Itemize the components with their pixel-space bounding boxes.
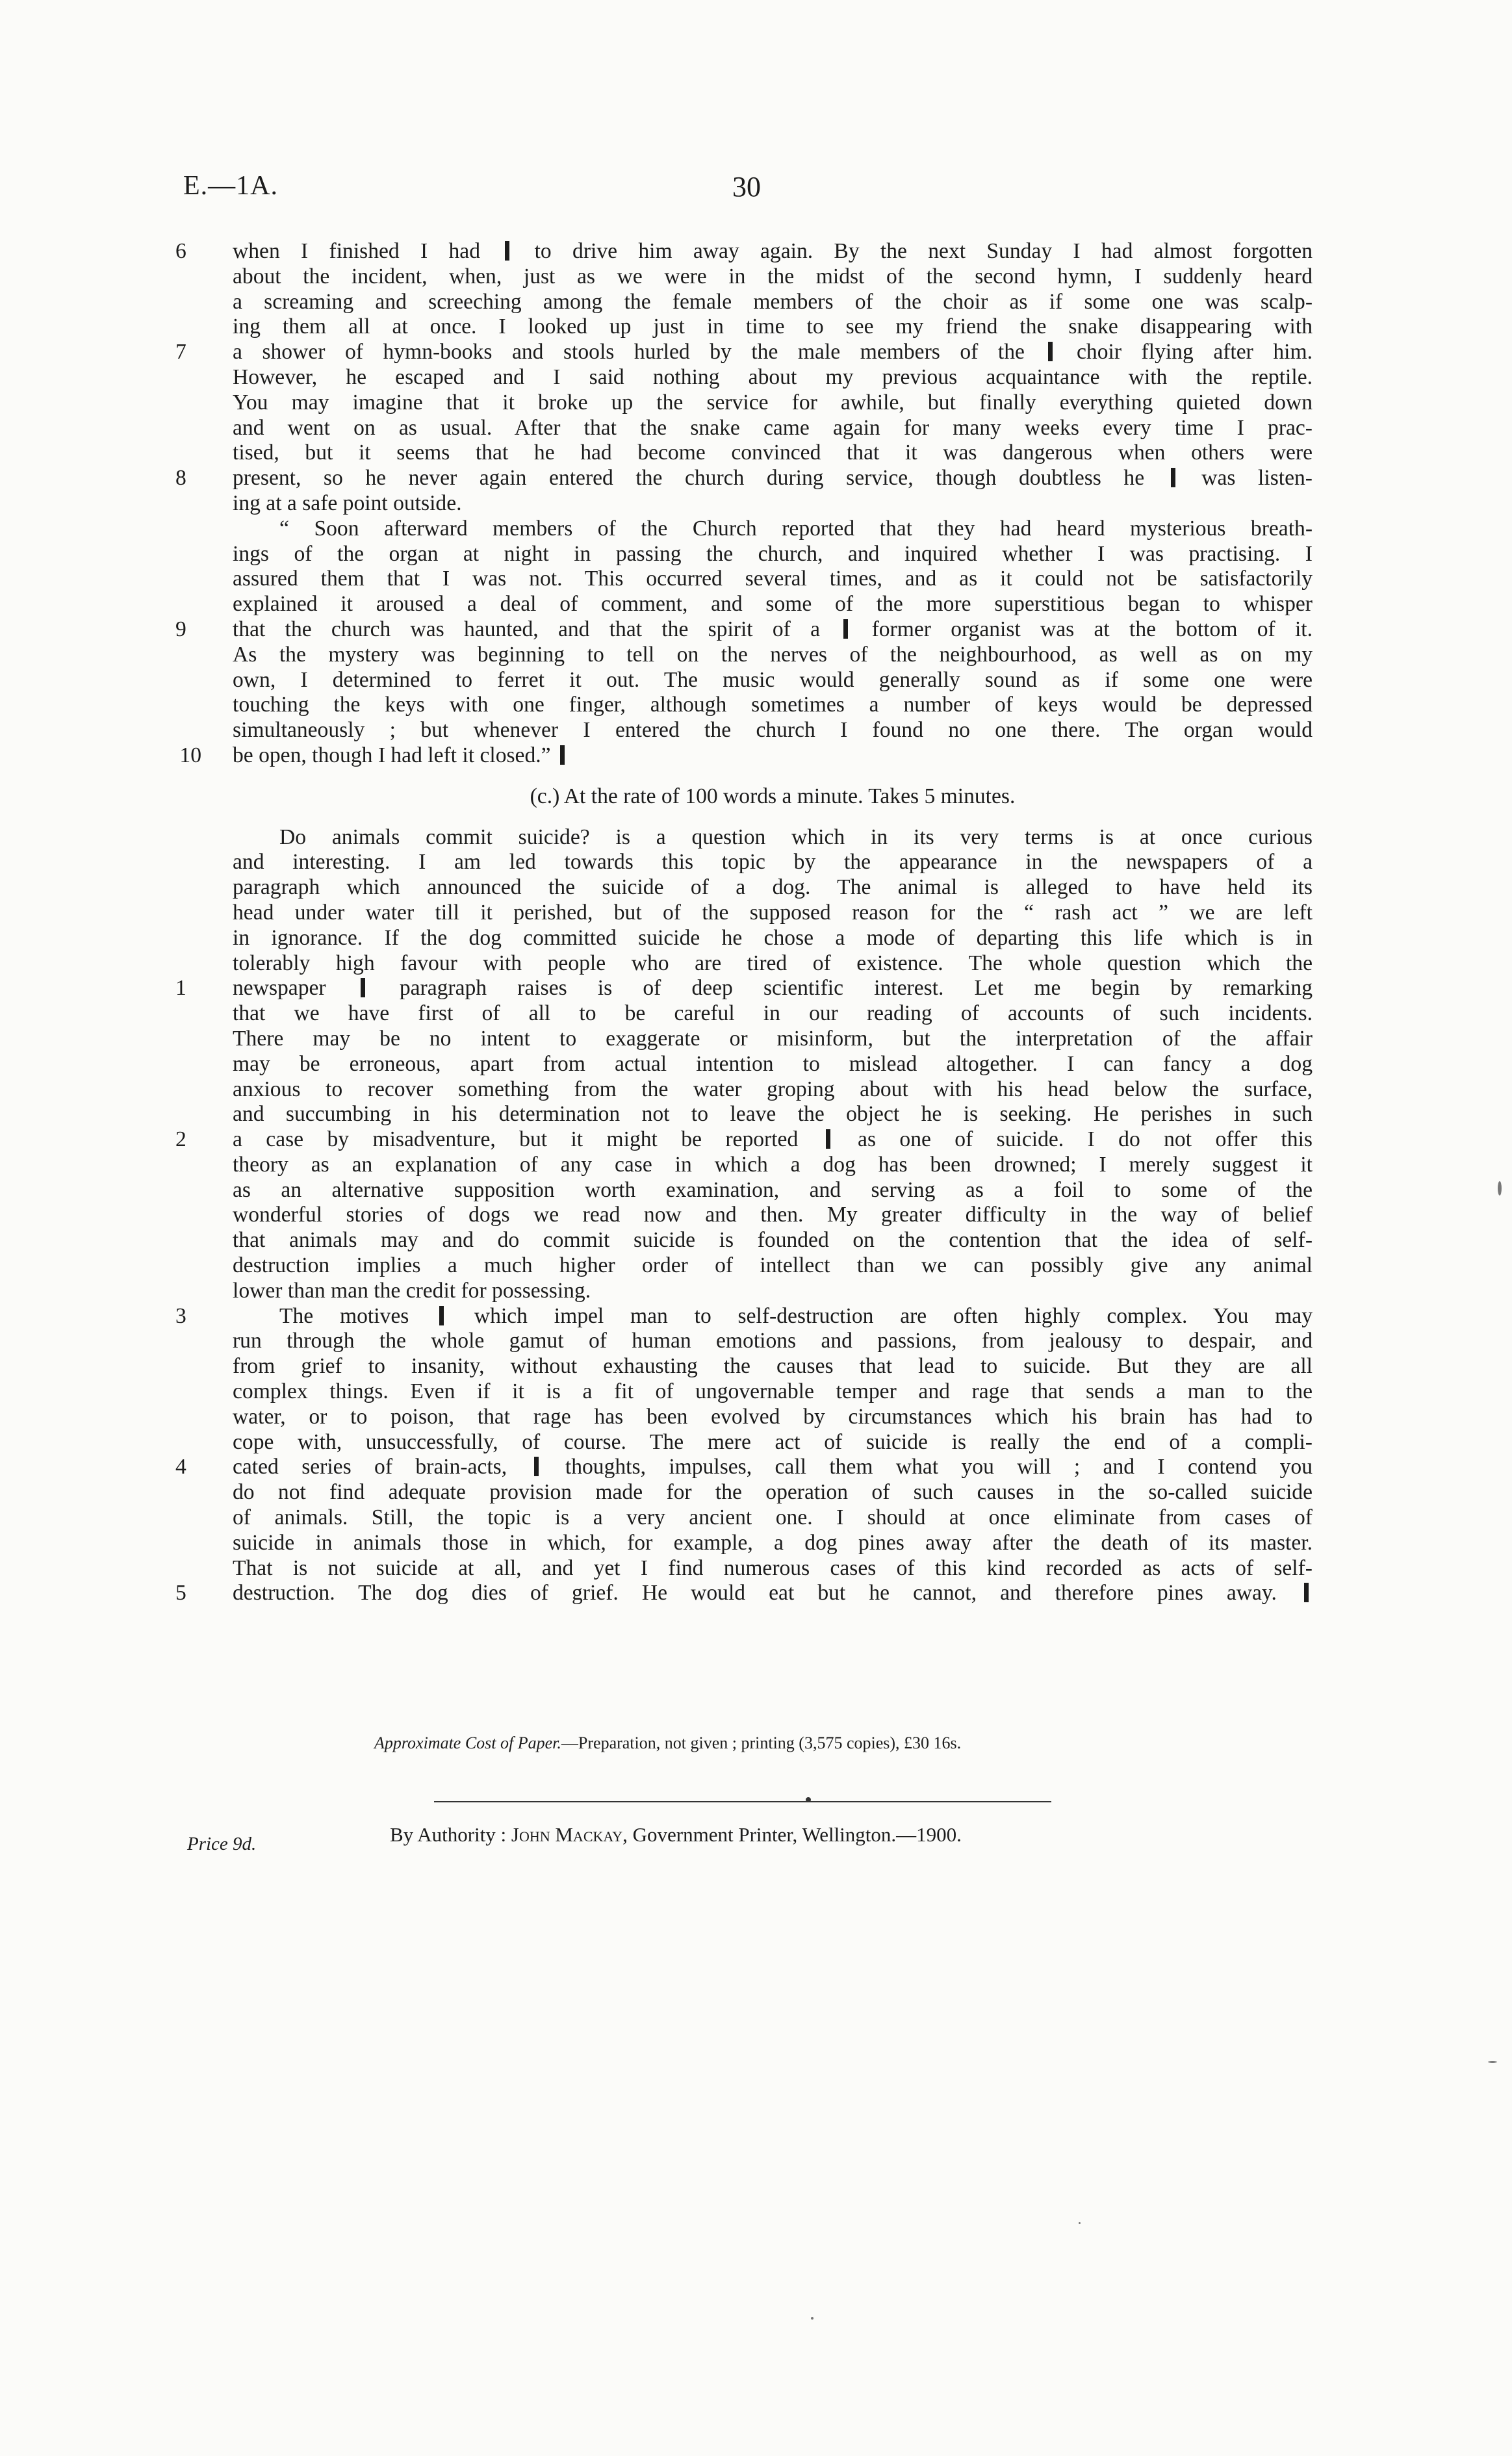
line-text: complex things. Even if it is a fit of ungovernable temper and rage that sends a man to the bbox=[233, 1379, 1313, 1404]
printer-imprint bbox=[390, 1823, 962, 1847]
line-text: do not find adequate provision made for the operation of such causes in the so-called suicide bbox=[233, 1480, 1313, 1505]
count-marker bbox=[1171, 468, 1175, 487]
text-line bbox=[233, 1102, 1313, 1127]
text-line bbox=[233, 1027, 1313, 1052]
text-line bbox=[233, 1178, 1313, 1203]
margin-count-number: 3 bbox=[175, 1303, 186, 1328]
authority-prefix: By Authority : bbox=[390, 1823, 511, 1846]
text-line bbox=[233, 491, 1313, 517]
scan-mark bbox=[1498, 1181, 1502, 1196]
line-text: assured them that I was not. This occurred several times, and as it could not be satisfactorily bbox=[233, 567, 1313, 591]
text-line bbox=[175, 617, 1313, 643]
text-line bbox=[233, 1505, 1313, 1531]
margin-count-number: 2 bbox=[175, 1127, 186, 1152]
line-text: as an alternative supposition worth examination, and serving as a foil to some of the bbox=[233, 1177, 1313, 1202]
margin-count-number: 1 bbox=[175, 976, 186, 1001]
line-text: a case by misadventure, but it might be reported as one of suicide. I do not offer this bbox=[233, 1127, 1313, 1152]
text-line bbox=[233, 1153, 1313, 1178]
spacer bbox=[233, 769, 1313, 784]
count-marker bbox=[505, 241, 509, 261]
line-text: that animals may and do commit suicide is founded on the contention that the idea of self- bbox=[233, 1228, 1313, 1253]
line-text: However, he escaped and I said nothing about my previous acquaintance with the reptile. bbox=[233, 365, 1313, 389]
text-line bbox=[233, 926, 1313, 951]
line-text: anxious to recover something from the water groping about with his head below the surface, bbox=[233, 1077, 1313, 1101]
line-text: water, or to poison, that rage has been evolved by circumstances which his brain has had to bbox=[233, 1404, 1313, 1429]
line-text: There may be no intent to exaggerate or misinform, but the interpretation of the affair bbox=[233, 1026, 1313, 1051]
text-line bbox=[233, 1203, 1313, 1228]
text-line bbox=[175, 1303, 1313, 1329]
footer-rule-ornament bbox=[806, 1797, 811, 1802]
text-line bbox=[175, 239, 1313, 264]
line-text: lower than man the credit for possessing. bbox=[233, 1278, 591, 1303]
line-text: suicide in animals those in which, for example, a dog pines away after the death of its master. bbox=[233, 1530, 1313, 1555]
text-line bbox=[175, 1127, 1313, 1153]
line-text: when I finished I had to drive him away again. By the next Sunday I had almost forgotten bbox=[233, 239, 1313, 263]
text-line bbox=[233, 365, 1313, 390]
line-text: “ Soon afterward members of the Church reported that they had heard mysterious breath- bbox=[279, 516, 1313, 541]
text-line bbox=[233, 567, 1313, 592]
scan-mark bbox=[811, 2317, 814, 2320]
line-text: that we have first of all to be careful in our reading of accounts of such incidents. bbox=[233, 1001, 1313, 1026]
cost-label: Approximate Cost of Paper. bbox=[374, 1733, 561, 1752]
line-text: and went on as usual. After that the snake came again for many weeks every time I prac- bbox=[233, 415, 1313, 440]
line-text: theory as an explanation of any case in which a dog has been drowned; I merely suggest it bbox=[233, 1152, 1313, 1177]
page-number: 30 bbox=[732, 171, 761, 203]
margin-count-number: 9 bbox=[175, 617, 186, 641]
line-text: tolerably high favour with people who are tired of existence. The whole question which the bbox=[233, 951, 1313, 975]
scan-mark bbox=[1079, 2222, 1081, 2224]
line-text: and succumbing in his determination not to leave the object he is seeking. He perishes in such bbox=[233, 1102, 1313, 1127]
body-text bbox=[175, 239, 1313, 1606]
text-line bbox=[233, 314, 1313, 340]
text-line bbox=[175, 340, 1313, 365]
count-marker bbox=[439, 1306, 444, 1325]
text-line bbox=[233, 825, 1313, 851]
text-line bbox=[233, 1405, 1313, 1430]
line-text: cated series of brain-acts, thoughts, impulses, call them what you will ; and I contend you bbox=[233, 1455, 1313, 1479]
text-line bbox=[233, 951, 1313, 977]
text-line bbox=[175, 466, 1313, 491]
text-line bbox=[233, 1329, 1313, 1354]
price: Price 9d. bbox=[187, 1834, 257, 1854]
text-line bbox=[233, 1379, 1313, 1405]
text-line bbox=[233, 875, 1313, 901]
line-text: newspaper paragraph raises is of deep scientific interest. Let me begin by remarking bbox=[233, 976, 1313, 1001]
count-marker bbox=[1048, 342, 1053, 361]
text-line bbox=[233, 592, 1313, 617]
text-line bbox=[233, 290, 1313, 315]
line-text: may be erroneous, apart from actual intention to mislead altogether. I can fancy a dog bbox=[233, 1051, 1313, 1076]
line-text: run through the whole gamut of human emotions and passions, from jealousy to despair, and bbox=[233, 1329, 1313, 1353]
scan-mark bbox=[1488, 2061, 1497, 2063]
margin-count-number: 4 bbox=[175, 1455, 186, 1479]
line-text: a shower of hymn-books and stools hurled by the male members of the choir flying after him. bbox=[233, 340, 1313, 365]
text-line bbox=[233, 718, 1313, 743]
text-line bbox=[233, 1228, 1313, 1253]
text-line bbox=[233, 441, 1313, 466]
text-line bbox=[233, 643, 1313, 668]
line-text: of animals. Still, the topic is a very ancient one. I should at once eliminate from cases of bbox=[233, 1505, 1313, 1530]
text-line bbox=[233, 1279, 1313, 1304]
text-line bbox=[175, 1581, 1313, 1606]
line-text: and interesting. I am led towards this topic by the appearance in the newspapers of a bbox=[233, 850, 1313, 875]
page-header bbox=[183, 170, 1314, 209]
line-text: that the church was haunted, and that the spirit of a former organist was at the bottom of it. bbox=[233, 617, 1313, 641]
line-text: own, I determined to ferret it out. The music would generally sound as if some one were bbox=[233, 667, 1313, 692]
text-line bbox=[233, 542, 1313, 567]
authority-suffix: , Government Printer, Wellington.—1900. bbox=[622, 1823, 962, 1846]
line-text: simultaneously ; but whenever I entered the church I found no one there. The organ would bbox=[233, 718, 1313, 743]
text-line bbox=[233, 1077, 1313, 1103]
line-text: present, so he never again entered the church during service, though doubtless he was listen- bbox=[233, 466, 1313, 491]
printer-name: John Mackay bbox=[511, 1823, 623, 1846]
margin-count-number: 10 bbox=[179, 743, 201, 767]
line-text: touching the keys with one finger, although sometimes a number of keys would be depressed bbox=[233, 693, 1313, 717]
spacer bbox=[233, 810, 1313, 825]
margin-count-number: 7 bbox=[175, 340, 186, 365]
line-text: You may imagine that it broke up the service for awhile, but finally everything quieted down bbox=[233, 390, 1313, 415]
text-line bbox=[233, 1354, 1313, 1379]
text-line bbox=[233, 416, 1313, 441]
text-line bbox=[233, 1001, 1313, 1027]
margin-count-number: 5 bbox=[175, 1581, 186, 1605]
count-marker bbox=[1304, 1583, 1309, 1602]
line-text: (c.) At the rate of 100 words a minute. Takes 5 minutes. bbox=[530, 784, 1016, 808]
line-text: cope with, unsuccessfully, of course. The mere act of suicide is really the end of a compli- bbox=[233, 1429, 1313, 1454]
text-line bbox=[233, 264, 1313, 290]
text-line bbox=[175, 1455, 1313, 1480]
line-text: Do animals commit suicide? is a question which in its very terms is at once curious bbox=[279, 825, 1313, 849]
text-line bbox=[233, 1253, 1313, 1279]
text-line bbox=[233, 1430, 1313, 1455]
text-line bbox=[175, 976, 1313, 1001]
line-text: The motives which impel man to self-destruction are often highly complex. You may bbox=[279, 1303, 1313, 1328]
count-marker bbox=[361, 978, 365, 997]
line-text: As the mystery was beginning to tell on the nerves of the neighbourhood, as well as on my bbox=[233, 642, 1313, 667]
text-line bbox=[233, 668, 1313, 693]
count-marker bbox=[534, 1457, 539, 1476]
text-line bbox=[233, 1556, 1313, 1581]
line-text: from grief to insanity, without exhausting the causes that lead to suicide. But they are all bbox=[233, 1354, 1313, 1379]
line-text: a screaming and screeching among the female members of the choir as if some one was scalp- bbox=[233, 289, 1313, 314]
text-line bbox=[233, 1052, 1313, 1077]
margin-count-number: 6 bbox=[175, 239, 186, 263]
text-line bbox=[233, 901, 1313, 926]
count-marker bbox=[826, 1129, 830, 1149]
text-line bbox=[233, 1531, 1313, 1556]
footer-rule bbox=[434, 1801, 1051, 1802]
document-reference: E.—1A. bbox=[183, 171, 278, 201]
line-text: tised, but it seems that he had become convinced that it was dangerous when others were bbox=[233, 441, 1313, 465]
margin-count-number: 8 bbox=[175, 466, 186, 491]
cost-text: —Preparation, not given ; printing (3,575 copies), £30 16s. bbox=[561, 1733, 962, 1752]
text-line bbox=[233, 517, 1313, 542]
line-text: paragraph which announced the suicide of a dog. The animal is alleged to have held its bbox=[233, 875, 1313, 900]
text-line bbox=[233, 1480, 1313, 1505]
text-line bbox=[233, 390, 1313, 416]
line-text: be open, though I had left it closed.” bbox=[233, 743, 569, 767]
line-text: ings of the organ at night in passing the church, and inquired whether I was practising. I bbox=[233, 541, 1313, 566]
count-marker bbox=[560, 745, 565, 765]
text-line bbox=[233, 850, 1313, 875]
line-text: That is not suicide at all, and yet I find numerous cases of this kind recorded as acts of self- bbox=[233, 1555, 1313, 1580]
text-line bbox=[179, 743, 1313, 769]
line-text: in ignorance. If the dog committed suicide he chose a mode of departing this life which is in bbox=[233, 925, 1313, 950]
text-line bbox=[233, 693, 1313, 718]
line-text: wonderful stories of dogs we read now and then. My greater difficulty in the way of belief bbox=[233, 1203, 1313, 1227]
cost-of-paper bbox=[374, 1733, 961, 1753]
line-text: destruction. The dog dies of grief. He would eat but he cannot, and therefore pines away. bbox=[233, 1581, 1313, 1606]
line-text: ing at a safe point outside. bbox=[233, 491, 462, 515]
line-text: head under water till it perished, but of the supposed reason for the “ rash act ” we are left bbox=[233, 900, 1313, 925]
line-text: about the incident, when, just as we were in the midst of the second hymn, I suddenly heard bbox=[233, 264, 1313, 288]
section-heading bbox=[233, 784, 1313, 810]
line-text: ing them all at once. I looked up just in time to see my friend the snake disappearing with bbox=[233, 314, 1313, 339]
line-text: destruction implies a much higher order of intellect than we can possibly give any animal bbox=[233, 1253, 1313, 1278]
line-text: explained it aroused a deal of comment, and some of the more superstitious began to whisper bbox=[233, 592, 1313, 617]
count-marker bbox=[843, 619, 848, 639]
